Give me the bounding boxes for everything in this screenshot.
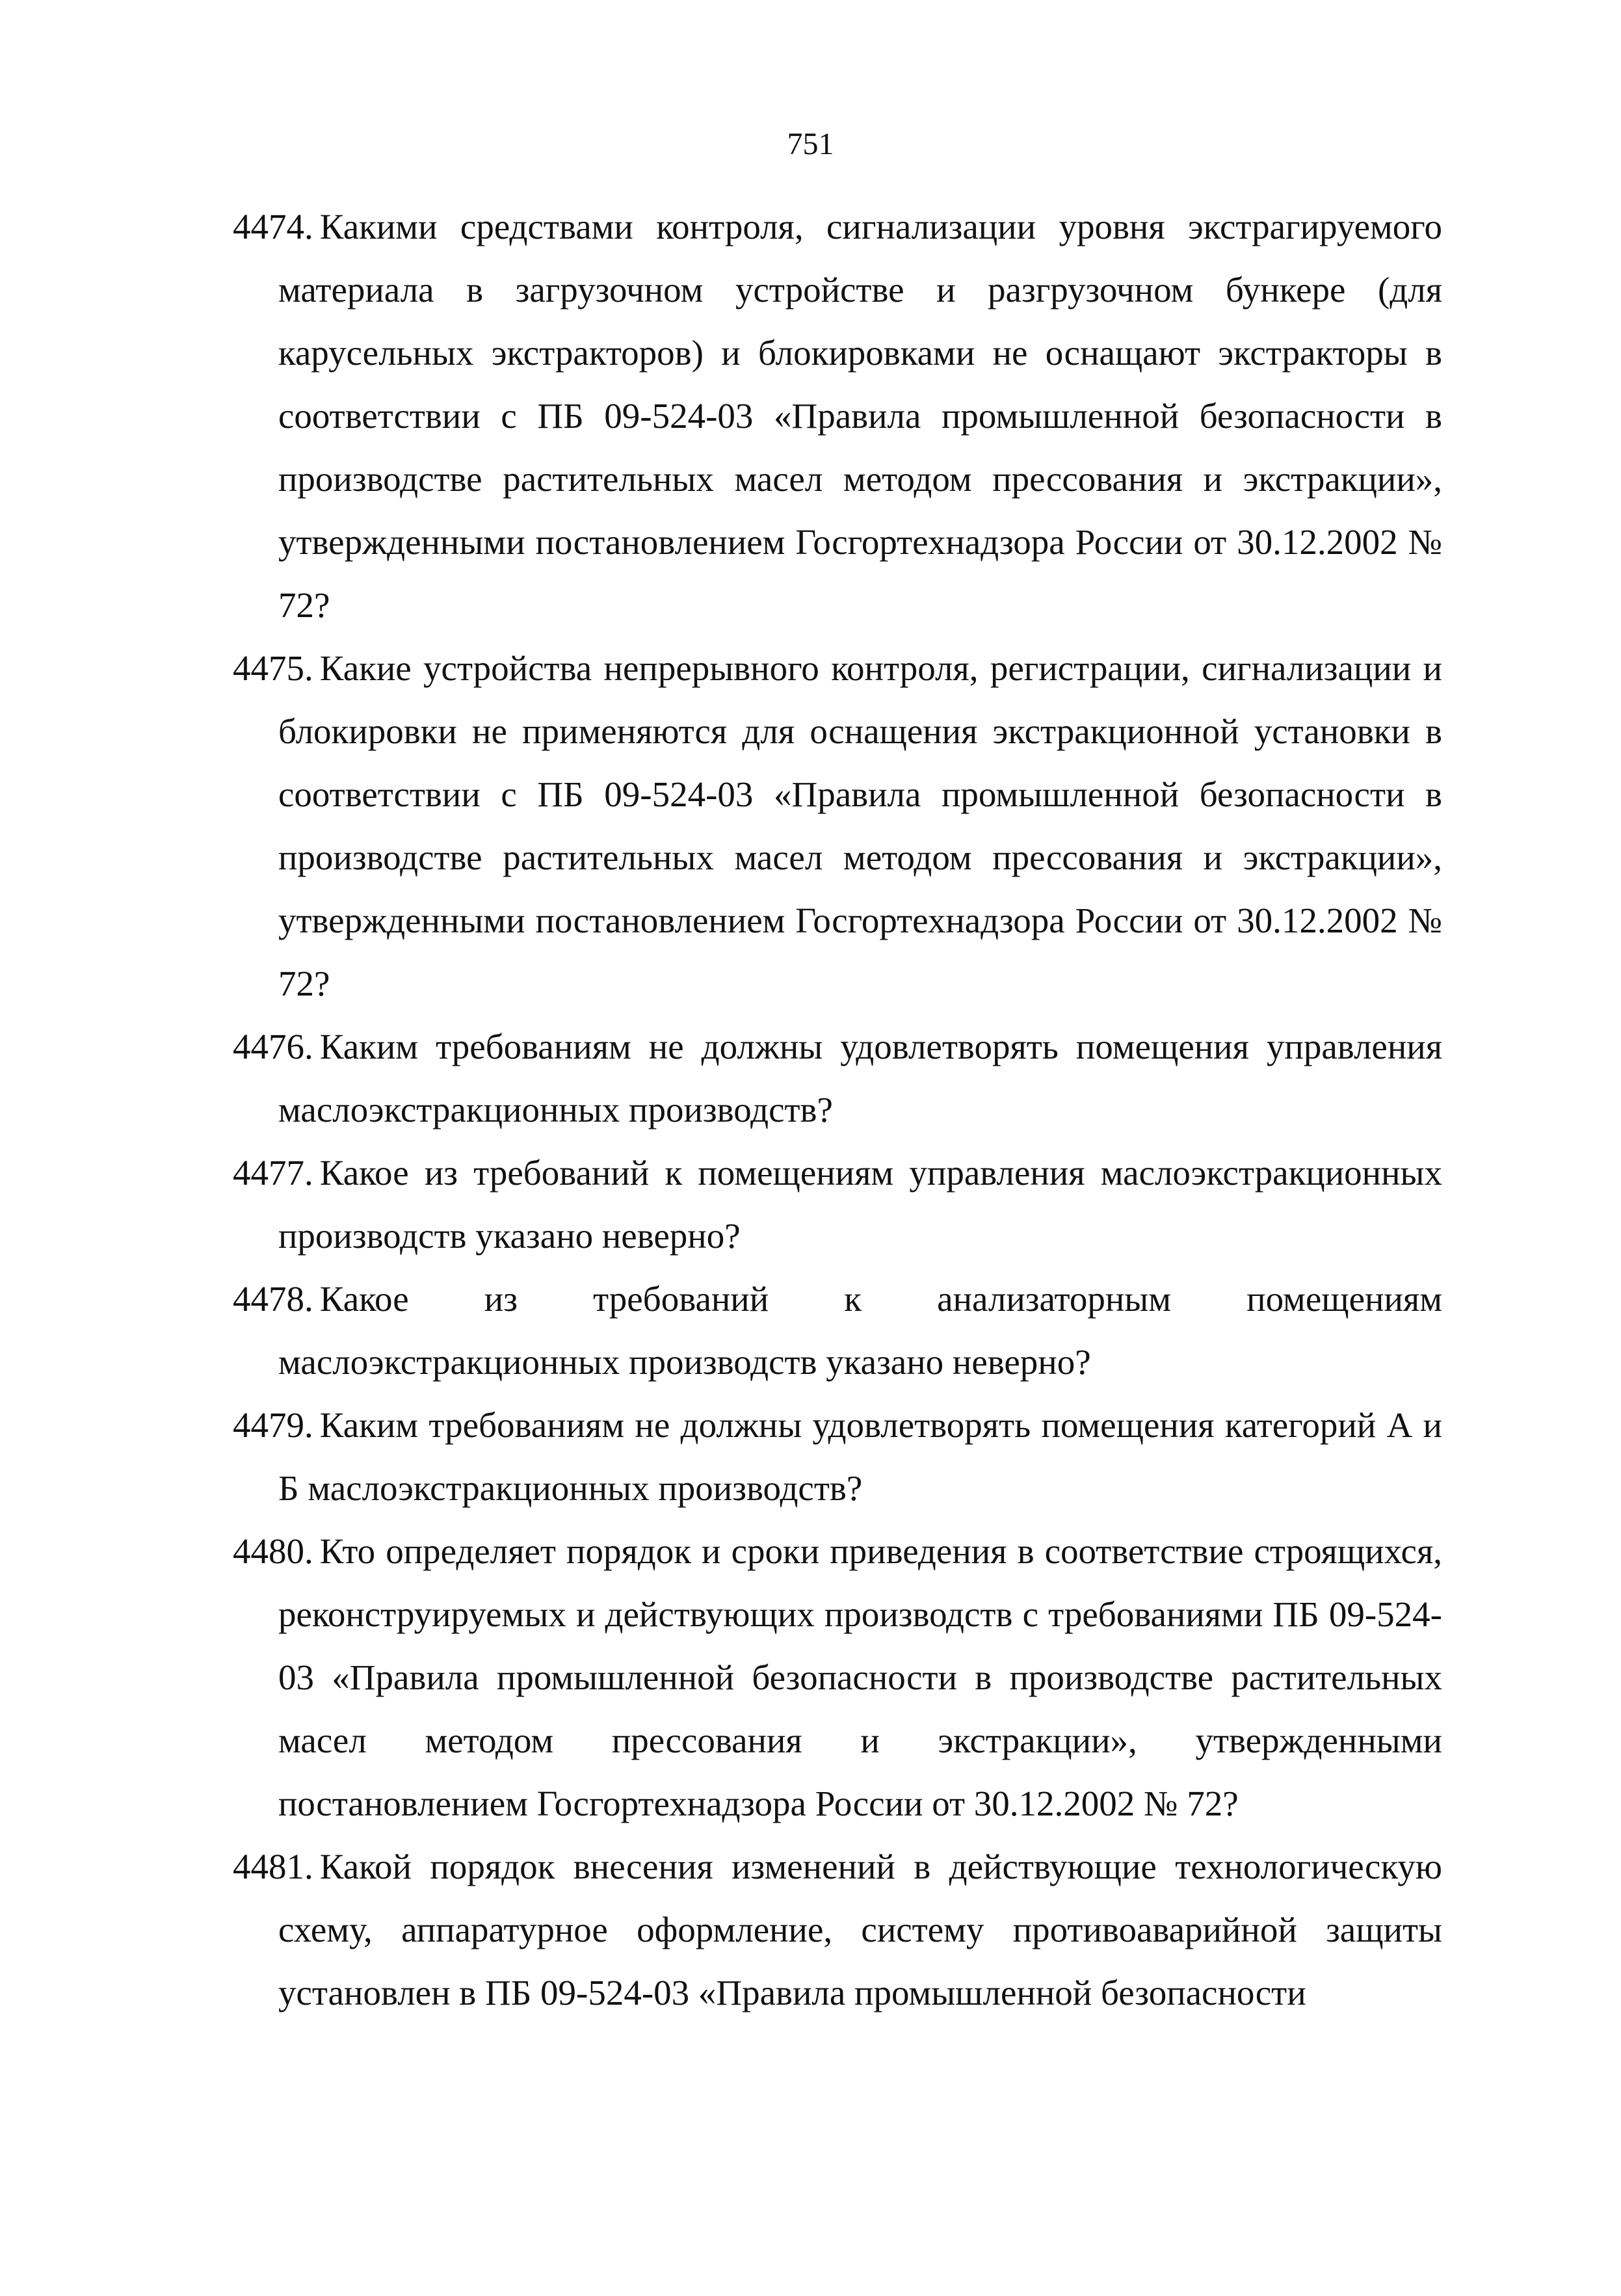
question-text: Какое из требований к анализаторным помещениям маслоэкстракционных производств указано неверно? [278,1279,1442,1382]
question-number: 4479. [233,1405,313,1445]
question-item [233,1267,1442,1393]
question-number: 4480. [233,1531,313,1571]
question-text: Каким требованиям не должны удовлетворять помещения управления маслоэкстракционных производств? [278,1027,1442,1129]
question-item [233,1520,1442,1835]
question-text: Какими средствами контроля, сигнализации уровня экстрагируемого материала в загрузочном устройстве и разгрузочном бункере (для карусельных экстракторов) и блокировками не оснащают экстракторы в соответствии с ПБ 09-524-03 «Правила промышленной безопасности в производстве растительных масел методом прессования и экстракции», утвержденными постановлением Госгортехнадзора России от 30.12.2002 № 72? [278,207,1442,625]
question-item [233,1393,1442,1520]
page-number: 751 [787,127,834,161]
question-number: 4474. [233,207,313,246]
question-item [233,1141,1442,1267]
question-text: Какие устройства непрерывного контроля, регистрации, сигнализации и блокировки не применяются для оснащения экстракционной установки в соответствии с ПБ 09-524-03 «Правила промышленной безопасности в производстве растительных масел методом прессования и экстракции», утвержденными постановлением Госгортехнадзора России от 30.12.2002 № 72? [278,648,1442,1003]
question-item [233,1835,1442,2024]
question-item [233,637,1442,1015]
question-text: Кто определяет порядок и сроки приведения в соответствие строящихся, реконструируемых и действующих производств с требованиями ПБ 09-524-03 «Правила промышленной безопасности в производстве растительных масел методом прессования и экстракции», утвержденными постановлением Госгортехнадзора России от 30.12.2002 № 72? [278,1531,1442,1823]
question-list [233,195,1442,2024]
question-number: 4478. [233,1279,313,1319]
question-item [233,195,1442,637]
question-text: Каким требованиям не должны удовлетворять помещения категорий А и Б маслоэкстракционных производств? [278,1405,1442,1508]
question-number: 4476. [233,1027,313,1066]
question-text: Какое из требований к помещениям управления маслоэкстракционных производств указано неверно? [278,1153,1442,1256]
question-item [233,1015,1442,1141]
question-number: 4481. [233,1847,313,1886]
question-number: 4475. [233,648,313,688]
question-number: 4477. [233,1153,313,1193]
question-text: Какой порядок внесения изменений в действующие технологическую схему, аппаратурное оформление, систему противоаварийной защиты установлен в ПБ 09-524-03 «Правила промышленной безопасности [278,1847,1442,2012]
